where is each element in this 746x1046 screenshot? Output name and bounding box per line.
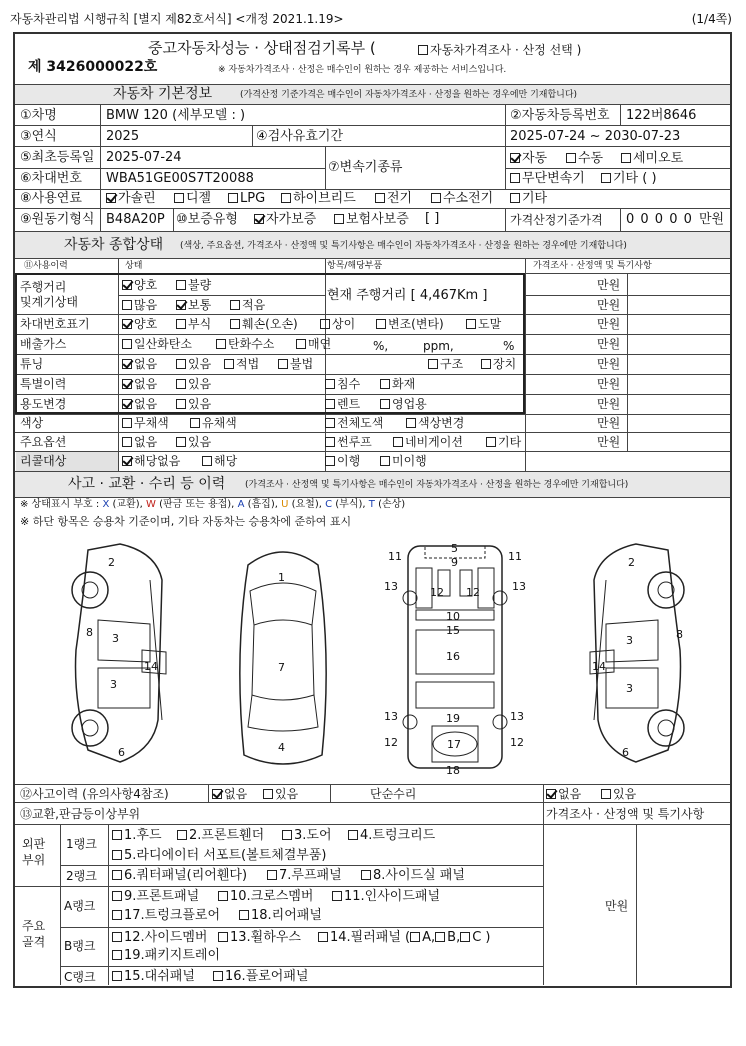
- special-fire-checkbox[interactable]: 화재: [380, 378, 415, 390]
- emission-unit-3: %: [503, 339, 515, 353]
- diagram-left-label: 2: [108, 556, 115, 569]
- diagram-frame-label: 13: [384, 710, 398, 723]
- col-price: 가격조사 · 산정액 및 특기사항: [533, 261, 652, 271]
- diagram-frame-label: 13: [510, 710, 524, 723]
- warranty-label: ⑩보증유형: [176, 212, 238, 227]
- diagram-frame-label: 9: [451, 556, 458, 569]
- vin: WBA51GE00S7T20088: [106, 171, 254, 186]
- vin-mark-different[interactable]: 상이: [320, 318, 355, 330]
- vin-mark-smeared[interactable]: 도말: [466, 318, 501, 330]
- year-label: ③연식: [20, 129, 57, 144]
- fuel-other-checkbox[interactable]: 기타: [510, 192, 547, 205]
- won-tuning: 만원: [597, 357, 621, 371]
- emission-hc-checkbox[interactable]: 탄화수소: [216, 338, 274, 350]
- mileage-few-checkbox[interactable]: 적음: [230, 299, 265, 311]
- price-option-checkbox[interactable]: [418, 44, 581, 56]
- warranty-bracket: [ ]: [425, 211, 440, 226]
- rankA-label: A랭크: [64, 899, 96, 913]
- rankB-label: B랭크: [64, 939, 96, 953]
- fuel-gasoline-checkbox[interactable]: 가솔린: [106, 192, 156, 205]
- tuning-none-checkbox[interactable]: 없음: [122, 358, 157, 370]
- diagram-top-label: 7: [278, 661, 285, 674]
- diagram-frame-label: 18: [446, 764, 460, 777]
- rankA-trunk-floor[interactable]: 17.트렁크플로어: [112, 909, 220, 922]
- main-label-1: 주요: [22, 919, 46, 933]
- trans-other-checkbox[interactable]: 기타 ( ): [601, 172, 657, 185]
- tuning-exists-checkbox[interactable]: 있음: [176, 358, 211, 370]
- price-base-digits: 0 0 0 0 0: [626, 212, 693, 227]
- left-side-diagram: [58, 540, 178, 770]
- price-base-unit: 만원: [699, 212, 725, 227]
- diagram-frame-label: 13: [512, 580, 526, 593]
- inspection-period: 2025-07-24 ~ 2030-07-23: [510, 129, 681, 144]
- rank1-label: 1랭크: [66, 837, 97, 851]
- trans-auto-checkbox[interactable]: 자동: [510, 152, 547, 165]
- first-reg-label: ⑤최초등록일: [20, 150, 95, 165]
- won-exchange: 만원: [605, 899, 629, 913]
- diagram-right-label: 14: [592, 660, 606, 673]
- regulation-text: 자동차관리법 시행규칙 [별지 제82호서식] <개정 2021.1.19>: [10, 12, 344, 26]
- rank1-door[interactable]: 3.도어: [282, 829, 332, 842]
- fuel-hybrid-checkbox[interactable]: 하이브리드: [281, 192, 356, 205]
- rank2-label: 2랭크: [66, 869, 97, 883]
- engine-type: B48A20P: [106, 212, 165, 227]
- vin-mark-corrosion[interactable]: 부식: [176, 318, 211, 330]
- warranty-self-checkbox[interactable]: 자가보증: [254, 213, 316, 226]
- emission-unit-2: ppm,: [423, 339, 454, 353]
- fuel-electric-checkbox[interactable]: 전기: [375, 192, 412, 205]
- rankB-side-member[interactable]: 12.사이드멤버: [112, 931, 207, 944]
- diagram-left-label: 14: [144, 660, 158, 673]
- rankC-label: C랭크: [64, 970, 96, 984]
- diagram-frame-label: 11: [388, 550, 402, 563]
- accident-history-label: ⑫사고이력 (유의사항4참조): [20, 787, 169, 801]
- option-other-checkbox[interactable]: 기타: [486, 436, 521, 448]
- diagram-left-label: 3: [112, 632, 119, 645]
- rankA-rear-panel[interactable]: 18.리어패널: [239, 909, 322, 922]
- special-label: 특별이력: [20, 377, 67, 391]
- won-special: 만원: [597, 377, 621, 391]
- vin-mark-altered[interactable]: 변조(변타): [376, 318, 444, 330]
- diagram-right-label: 6: [622, 746, 629, 759]
- usage-business-checkbox[interactable]: 영업용: [380, 398, 427, 410]
- vin-label: ⑥차대번호: [20, 171, 82, 186]
- rank2-side-sill[interactable]: 8.사이드실 패널: [361, 869, 465, 882]
- warranty-insurance-checkbox[interactable]: 보험사보증: [334, 213, 409, 226]
- diagram-left-label: 8: [86, 626, 93, 639]
- diagram-frame-label: 12: [384, 736, 398, 749]
- won-mileage-1: 만원: [597, 278, 621, 292]
- car-name-label: ①차명: [20, 108, 57, 123]
- usage-label: 용도변경: [20, 397, 67, 411]
- won-option: 만원: [597, 435, 621, 449]
- outer-label-1: 외판: [22, 837, 46, 851]
- mileage-many-checkbox[interactable]: 많음: [122, 299, 157, 311]
- color-chromatic-checkbox[interactable]: 유채색: [190, 417, 237, 429]
- diagram-left-label: 3: [110, 678, 117, 691]
- recall-label: 리콜대상: [20, 454, 67, 468]
- right-side-diagram: [578, 540, 698, 770]
- diagram-frame-label: 12: [466, 586, 480, 599]
- inspection-label: ④검사유효기간: [256, 129, 344, 144]
- emission-smoke-checkbox[interactable]: 매연: [296, 338, 331, 350]
- special-flood-checkbox[interactable]: 침수: [325, 378, 360, 390]
- gauge-bad-checkbox[interactable]: 불량: [176, 279, 211, 291]
- col-history: ⑪사용이력: [24, 261, 68, 271]
- emission-unit-1: %,: [373, 339, 389, 353]
- form-title: 중고자동차성능 · 상태점검기록부 (: [148, 39, 376, 57]
- diagram-frame-label: 17: [447, 738, 461, 751]
- fuel-diesel-checkbox[interactable]: 디젤: [174, 192, 211, 205]
- rankB-pillar-panel[interactable]: 14.필러패널 ( A, B, C ): [318, 931, 491, 944]
- tuning-label: 튜닝: [20, 357, 44, 371]
- won-usage: 만원: [597, 397, 621, 411]
- diagram-frame-label: 15: [446, 624, 460, 637]
- diagram-right-label: 2: [628, 556, 635, 569]
- color-fullpaint-checkbox[interactable]: 전체도색: [325, 417, 383, 429]
- basic-section-title: 자동차 기본정보: [113, 86, 213, 102]
- won-mileage-2: 만원: [597, 298, 621, 312]
- mileage-label-2: 및계기상태: [20, 295, 78, 309]
- col-items: 항목/해당부품: [327, 261, 383, 271]
- recall-done-checkbox[interactable]: 이행: [325, 455, 360, 467]
- engine-label: ⑨원동기형식: [20, 212, 95, 227]
- car-name: BMW 120 (세부모델 : ): [106, 108, 246, 123]
- won-color: 만원: [597, 416, 621, 430]
- diagram-frame-label: 5: [451, 542, 458, 555]
- diagram-top-label: 1: [278, 571, 285, 584]
- option-exists-checkbox[interactable]: 있음: [176, 436, 211, 448]
- simple-repair-label: 단순수리: [370, 787, 417, 801]
- symbol-legend: ※ 상태표시 부호 : X (교환), W (판금 또는 용접), A (흠집), U (요철), C (부식), T (손상): [20, 499, 406, 510]
- emission-label: 배출가스: [20, 337, 67, 351]
- rankC-floor-panel[interactable]: 16.플로어패널: [213, 970, 308, 983]
- rank1-hood[interactable]: 1.후드: [112, 829, 162, 842]
- rank1-fender[interactable]: 2.프론트휀더: [177, 829, 264, 842]
- diagram-frame-label: 10: [446, 610, 460, 623]
- diagram-frame-label: 13: [384, 580, 398, 593]
- emission-co-checkbox[interactable]: 일산화탄소: [122, 338, 192, 350]
- exchange-label: ⑬교환,판금등이상부위: [20, 807, 141, 821]
- rankB-wheel-house[interactable]: 13.휠하우스: [218, 931, 301, 944]
- diagram-frame-label: 19: [446, 712, 460, 725]
- mileage-label-1: 주행거리: [20, 280, 67, 294]
- color-label: 색상: [20, 416, 44, 430]
- rank2-quarter-panel[interactable]: 6.쿼터패널(리어휀다): [112, 869, 247, 882]
- tuning-illegal-checkbox[interactable]: 불법: [278, 358, 313, 370]
- fuel-lpg-checkbox[interactable]: LPG: [228, 192, 265, 205]
- status-section-title: 자동차 종합상태: [64, 237, 164, 253]
- fuel-hydrogen-checkbox[interactable]: 수소전기: [431, 192, 493, 205]
- special-none-checkbox[interactable]: 없음: [122, 378, 157, 390]
- won-vin: 만원: [597, 317, 621, 331]
- recall-yes-checkbox[interactable]: 해당: [202, 455, 237, 467]
- tuning-structure-checkbox[interactable]: 구조: [428, 358, 463, 370]
- option-label: 주요옵션: [20, 435, 67, 449]
- rankA-cross-member[interactable]: 10.크로스멤버: [218, 890, 313, 903]
- top-view-diagram: [228, 545, 338, 770]
- usage-rent-checkbox[interactable]: 렌트: [325, 398, 360, 410]
- option-none-checkbox[interactable]: 없음: [122, 436, 157, 448]
- accident-none-checkbox[interactable]: 없음: [212, 788, 247, 800]
- col-state: 상태: [125, 261, 143, 271]
- rankC-dash-panel[interactable]: 15.대쉬패널: [112, 970, 195, 983]
- rank1-trunk-lid[interactable]: 4.트렁크리드: [348, 829, 435, 842]
- usage-none-checkbox[interactable]: 없음: [122, 398, 157, 410]
- rank2-roof-panel[interactable]: 7.루프패널: [267, 869, 342, 882]
- trans-semi-checkbox[interactable]: 세미오토: [621, 152, 683, 165]
- outer-label-2: 부위: [22, 853, 46, 867]
- price-option-label: 자동차가격조사 · 산정 선택 ): [430, 43, 582, 57]
- frame-diagram: [380, 540, 530, 775]
- repair-none-checkbox[interactable]: 없음: [546, 788, 581, 800]
- diagram-frame-label: 16: [446, 650, 460, 663]
- diagram-right-label: 8: [676, 628, 683, 641]
- trans-cvt-checkbox[interactable]: 무단변속기: [510, 172, 585, 185]
- won-emission: 만원: [597, 337, 621, 351]
- rankB-package-tray[interactable]: 19.패키지트레이: [112, 949, 220, 962]
- recall-na-checkbox[interactable]: 해당없음: [122, 455, 180, 467]
- special-exists-checkbox[interactable]: 있음: [176, 378, 211, 390]
- gauge-good-checkbox[interactable]: 양호: [122, 279, 157, 291]
- title-note: ※ 자동차가격조사 · 산정은 매수인이 원하는 경우 제공하는 서비스입니다.: [218, 65, 507, 75]
- trans-manual-checkbox[interactable]: 수동: [566, 152, 603, 165]
- price-base-label: 가격산정기준가격: [510, 213, 603, 227]
- rank1-radiator-support[interactable]: 5.라디에이터 서포트(볼트체결부품): [112, 849, 327, 862]
- page-number: (1/4쪽): [691, 12, 732, 26]
- color-achromatic-checkbox[interactable]: 무채색: [122, 417, 169, 429]
- fuel-label: ⑧사용연료: [20, 191, 82, 206]
- mileage-normal-checkbox[interactable]: 보통: [176, 299, 211, 311]
- diagram-right-label: 3: [626, 634, 633, 647]
- color-change-checkbox[interactable]: 색상변경: [406, 417, 464, 429]
- first-reg: 2025-07-24: [106, 150, 182, 165]
- current-mileage: 현재 주행거리 [ 4,467Km ]: [327, 288, 488, 303]
- diagram-frame-label: 11: [508, 550, 522, 563]
- basic-section-note: (가격산정 기준가격은 매수인이 자동차가격조사 · 산정을 원하는 경우에만 기재합니다): [240, 90, 578, 100]
- vin-mark-label: 차대번호표기: [20, 317, 90, 331]
- transmission-label: ⑦변속기종류: [328, 160, 403, 175]
- recall-not-checkbox[interactable]: 미이행: [380, 455, 427, 467]
- diagram-frame-label: 12: [510, 736, 524, 749]
- accident-section-title: 사고 · 교환 · 수리 등 이력: [68, 476, 226, 492]
- rankA-inside-panel[interactable]: 11.인사이드패널: [332, 890, 440, 903]
- main-label-2: 골격: [22, 935, 46, 949]
- option-sunroof-checkbox[interactable]: 썬루프: [325, 436, 372, 448]
- diagram-frame-label: 12: [430, 586, 444, 599]
- rankA-front-panel[interactable]: 9.프론트패널: [112, 890, 199, 903]
- year: 2025: [106, 129, 140, 144]
- accident-exists-checkbox[interactable]: 있음: [263, 788, 298, 800]
- tuning-device-checkbox[interactable]: 장치: [481, 358, 516, 370]
- usage-exists-checkbox[interactable]: 있음: [176, 398, 211, 410]
- diagram-top-label: 4: [278, 741, 285, 754]
- option-navigation-checkbox[interactable]: 네비게이션: [393, 436, 463, 448]
- passenger-note: ※ 하단 항목은 승용차 기준이며, 기타 자동차는 승용차에 준하여 표시: [20, 515, 352, 528]
- document-number: 제 3426000022호: [28, 59, 158, 75]
- vin-mark-damaged[interactable]: 훼손(오손): [230, 318, 298, 330]
- reg-no-label: ②자동차등록번호: [510, 108, 610, 123]
- diagram-left-label: 6: [118, 746, 125, 759]
- exchange-price-col: 가격조사 · 산정액 및 특기사항: [546, 807, 705, 821]
- diagram-right-label: 3: [626, 682, 633, 695]
- tuning-legal-checkbox[interactable]: 적법: [224, 358, 259, 370]
- vin-mark-good[interactable]: 양호: [122, 318, 157, 330]
- accident-section-note: (가격조사 · 산정액 및 특기사항은 매수인이 자동차가격조사 · 산정을 원하는 경우에만 기재합니다): [245, 480, 629, 490]
- reg-no: 122버8646: [626, 108, 697, 123]
- status-section-note: (색상, 주요옵션, 가격조사 · 산정액 및 특기사항은 매수인이 자동차가격조사 · 산정을 원하는 경우에만 기재합니다): [180, 241, 627, 251]
- repair-exists-checkbox[interactable]: 있음: [601, 788, 636, 800]
